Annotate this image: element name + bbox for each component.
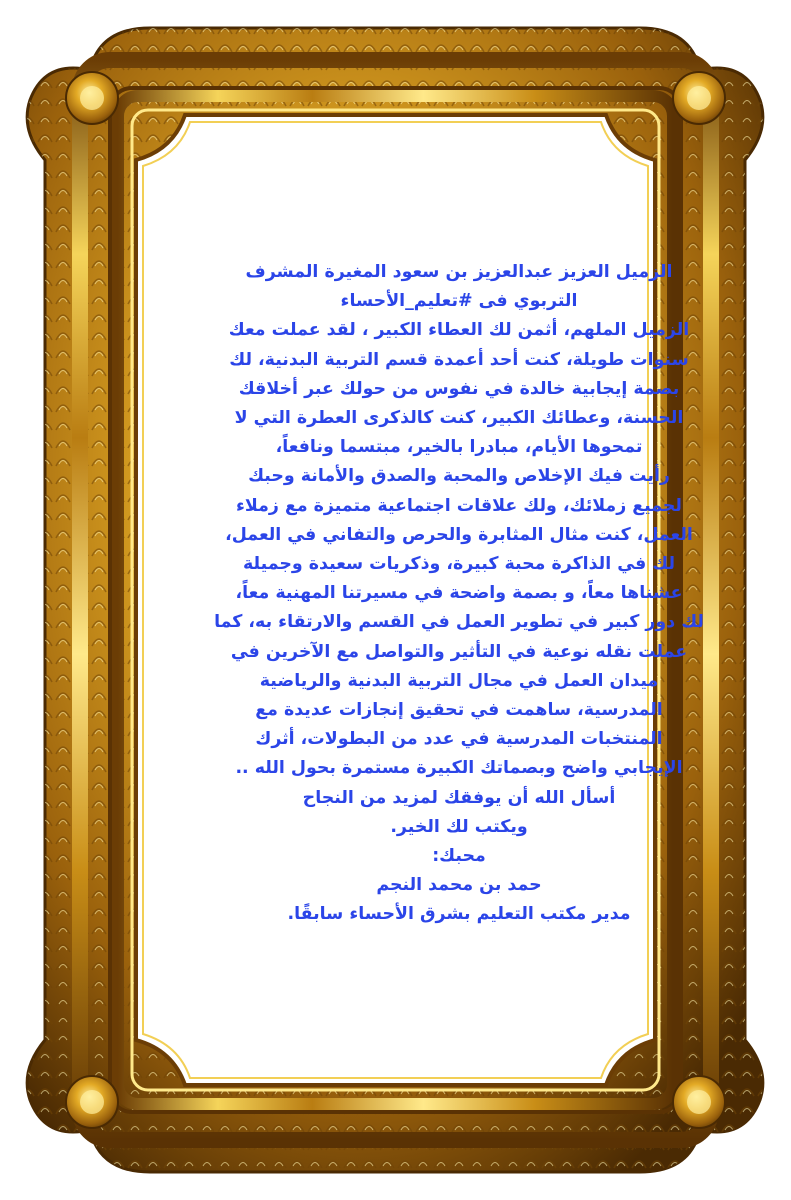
body-line: لك دور كبير في تطوير العمل في القسم والارتقاء به، كما <box>214 612 704 633</box>
body-line: الحسنة، وعطائك الكبير، كنت كالذكرى العطرة التي لا <box>234 408 684 429</box>
body-line: الزميل الملهم، أثمن لك العطاء الكبير ، لقد عملت معك <box>228 320 690 341</box>
body-line: العمل، كنت مثال المثابرة والحرص والتفاني في العمل، <box>225 524 693 545</box>
body-line: المنتخبات المدرسية في عدد من البطولات، أثرك <box>255 729 663 750</box>
body-line: عشناها معاً، و بصمة واضحة في مسيرتنا المهنية معاً، <box>235 583 683 604</box>
letter-text <box>200 258 718 930</box>
body-line: ميدان العمل في مجال التربية البدنية والرياضية <box>259 670 659 691</box>
body-line: المدرسية، ساهمت في تحقيق إنجازات عديدة مع <box>255 700 663 721</box>
body-line: بصمة إيجابية خالدة في نفوس من حولك عبر أخلاقك <box>238 378 680 399</box>
body-line: ويكتب لك الخير. <box>390 816 528 837</box>
body-line: سنوات طويلة، كنت أحد أعمدة قسم التربية البدنية، لك <box>229 349 689 370</box>
body-line: أسأل الله أن يوفقك لمزيد من النجاح <box>302 787 616 808</box>
closing: محبك: <box>432 846 486 867</box>
signer-title: مدير مكتب التعليم بشرق الأحساء سابقًا. <box>287 904 631 925</box>
greeting-line-1: الزميل العزيز عبدالعزيز بن سعود المغيرة المشرف <box>245 262 673 282</box>
body-line: عملت نقله نوعية في التأثير والتواصل مع الآخرين في <box>230 641 688 662</box>
body-line: لك في الذاكرة محبة كبيرة، وذكريات سعيدة وجميلة <box>242 554 675 575</box>
body-line: الإيجابي واضح وبصماتك الكبيرة مستمرة بحول الله .. <box>235 758 683 779</box>
body-line: تمحوها الأيام، مبادرا بالخير، مبتسما ونافعاً، <box>275 437 643 458</box>
greeting-line-2: التربوي فى #تعليم_الأحساء <box>340 291 578 312</box>
body-line: لجميع زملائك، ولك علاقات اجتماعية متميزة مع زملاء <box>236 495 682 516</box>
body-line: رأيت فيك الإخلاص والمحبة والصدق والأمانة وحبك <box>248 466 670 487</box>
signer-name: حمد بن محمد النجم <box>376 875 542 896</box>
